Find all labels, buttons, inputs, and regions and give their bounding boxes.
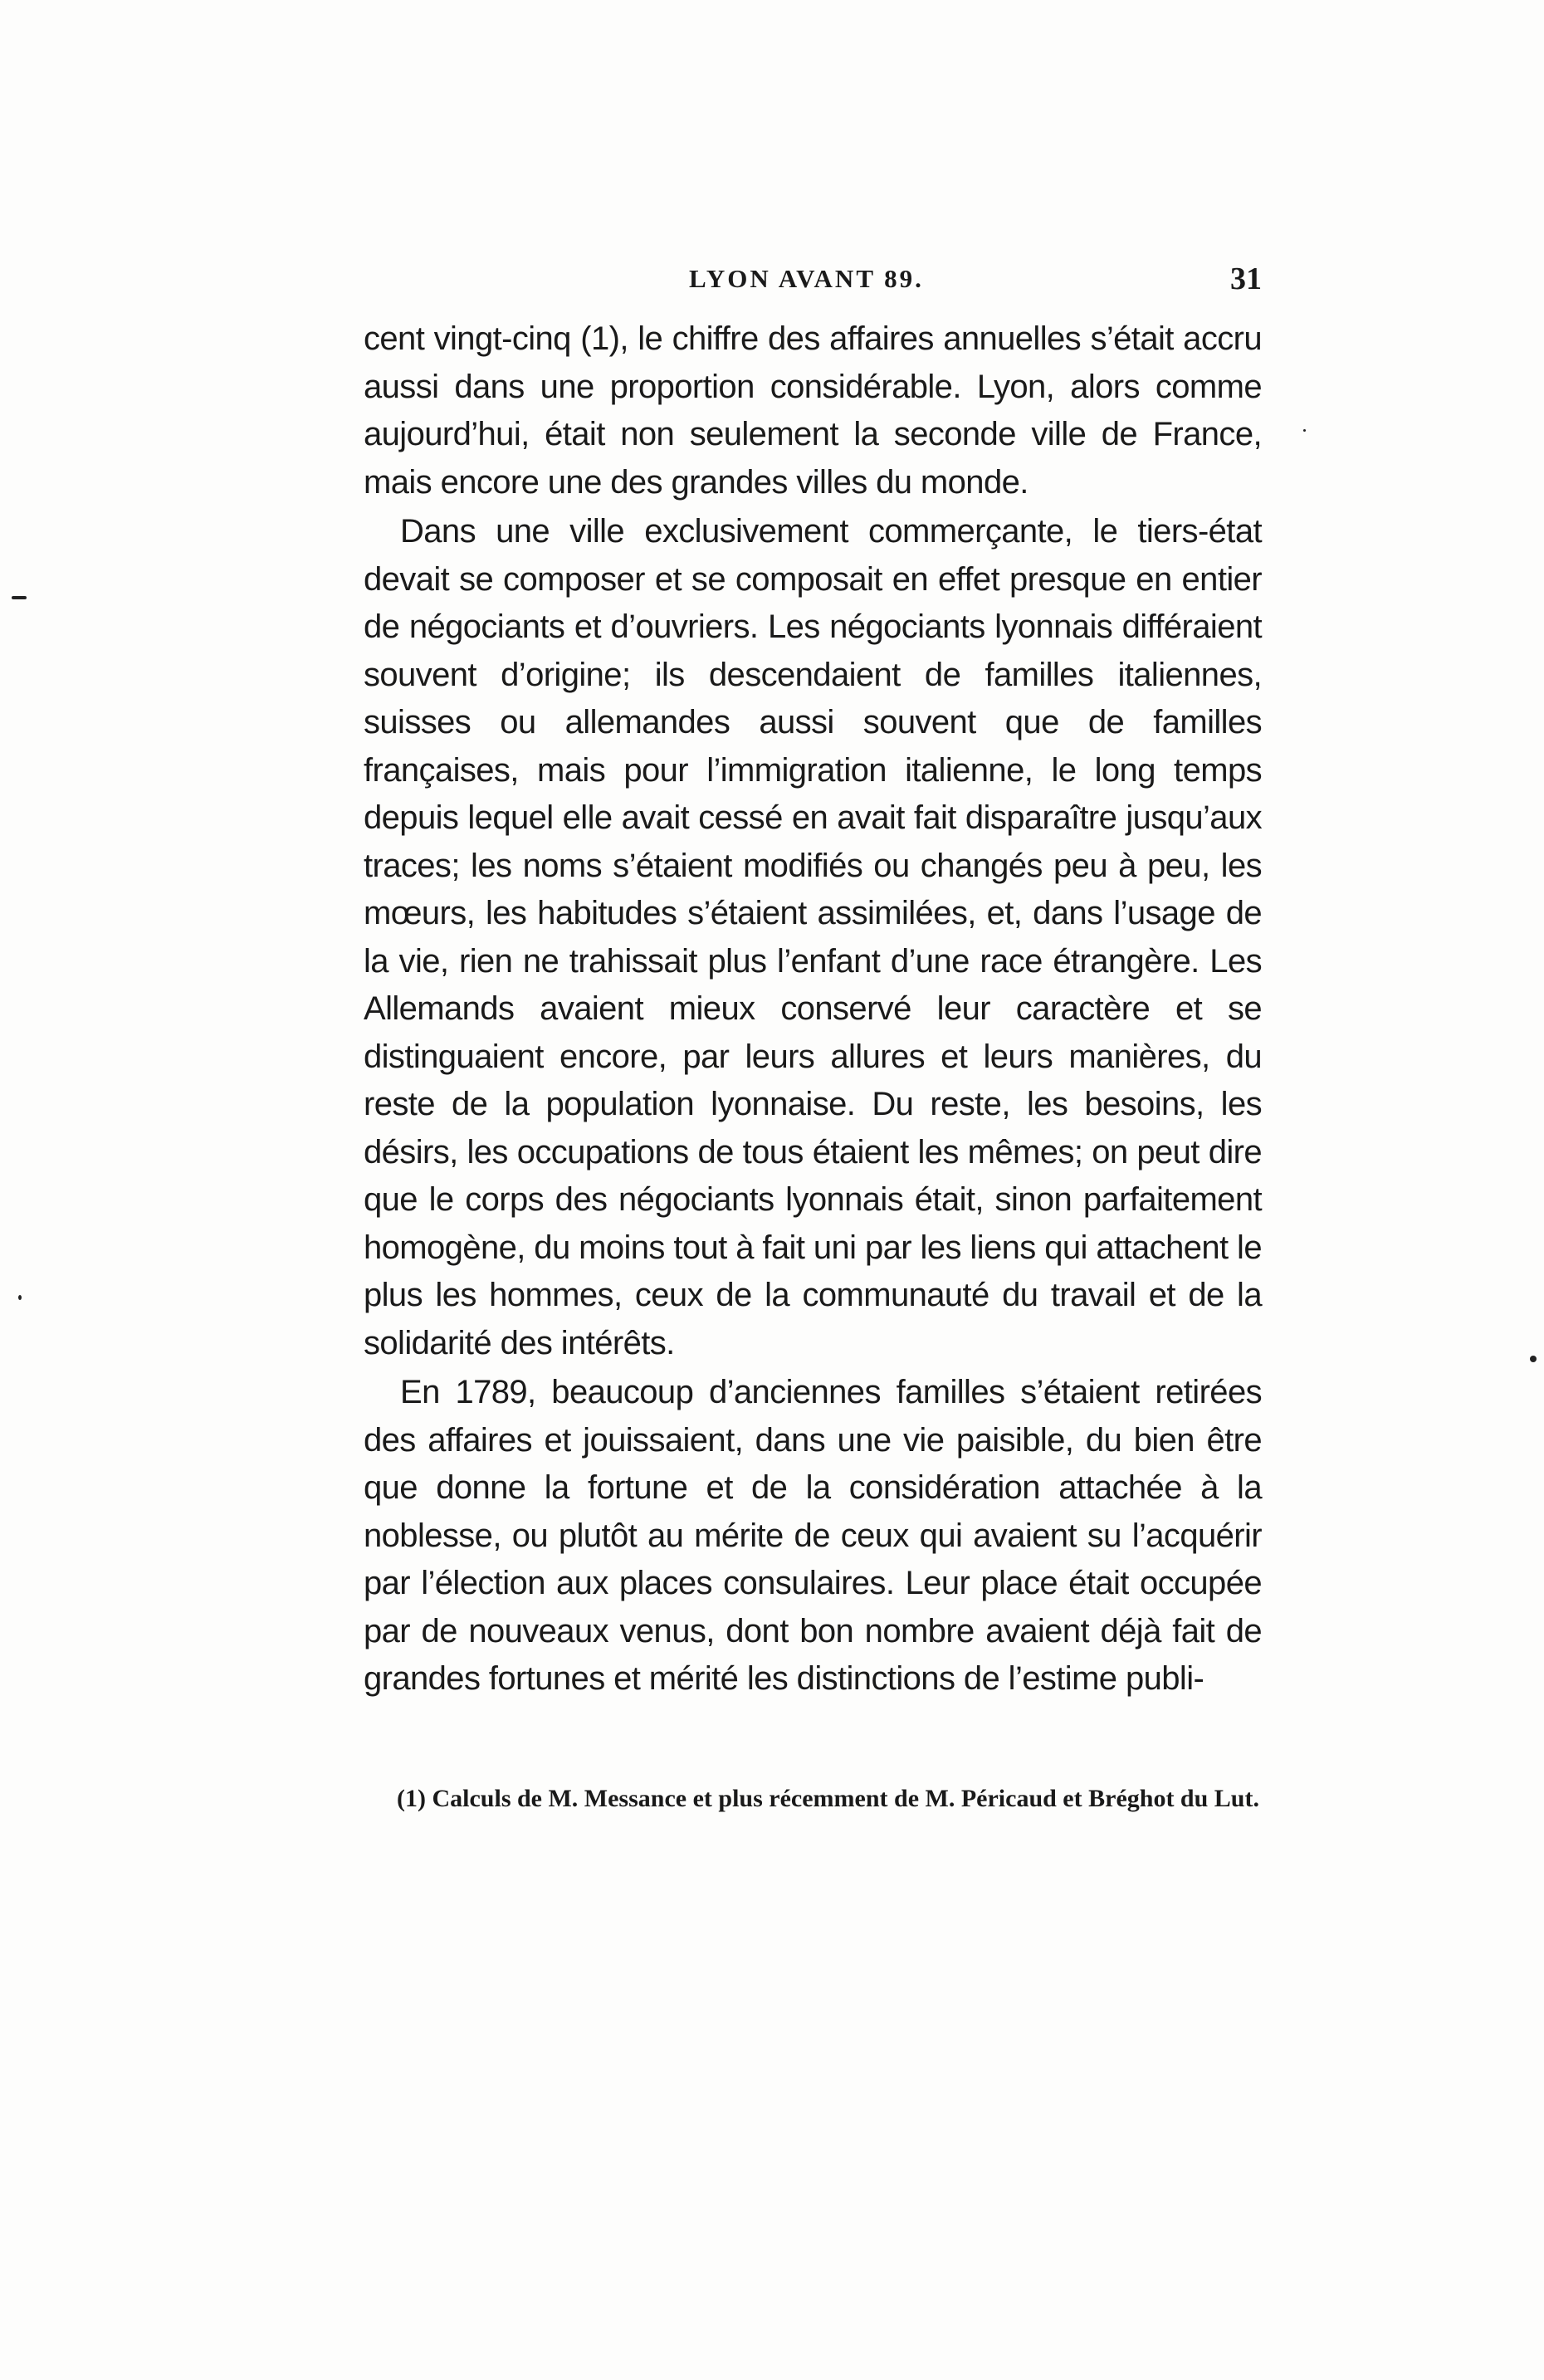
paragraph-2: Dans une ville exclusivement commerçante, le tiers-état devait se composer et se composait en effet presque en entier de négociants et d’ouvriers. Les négociants lyonnais différaient souvent d’origine; ils descendaient de familles italiennes, suisses ou allemandes aussi souvent que de familles françaises, mais pour l’immigration italienne, le long temps depuis lequel elle avait cessé en avait fait disparaître jusqu’aux traces; les noms s’étaient modifiés ou changés peu à peu, les mœurs, les habitudes s’étaient assimilées, et, dans l’usage de la vie, rien ne trahissait plus l’enfant d’une race étrangère. Les Allemands avaient mieux conservé leur caractère et se distinguaient encore, par leurs allures et leurs manières, du reste de la population lyonnaise. Du reste, les besoins, les désirs, les occupations de tous étaient les mêmes; on peut dire que le corps des négociants lyonnais était, sinon parfaitement homogène, du moins tout à fait uni par les liens qui attachent le plus les hommes, ceux de la communauté du travail et de la solidarité des intérêts. <box>364 513 1262 1361</box>
page-number: 31 <box>1230 261 1262 296</box>
paragraph-3: En 1789, beaucoup d’anciennes familles s’étaient retirées des affaires et jouissaient, dans une vie paisible, du bien être que donne la fortune et de la considération attachée à la noblesse, ou plutôt au mérite de ceux qui avaient su l’acquérir par l’élection aux places consulaires. Leur place était occupée par de nouveaux venus, dont bon nombre avaient déjà fait de grandes fortunes et mérité les distinctions de l’estime publi- <box>364 1374 1262 1697</box>
scan-speck <box>1530 1356 1537 1362</box>
running-head <box>359 261 1262 305</box>
body-text <box>364 315 1262 1705</box>
running-title: LYON AVANT 89. <box>689 264 924 293</box>
scan-speck <box>1303 429 1306 432</box>
scan-speck <box>12 596 27 599</box>
footnote-text: (1) Calculs de M. Messance et plus récemment de M. Péricaud et Bréghot du Lut. <box>397 1785 1259 1812</box>
footnote <box>364 1768 1260 1830</box>
paragraph-1: cent vingt-cinq (1), le chiffre des affaires annuelles s’était accru aussi dans une proportion considérable. Lyon, alors comme aujourd’hui, était non seulement la seconde ville de France, mais encore une des grandes villes du monde. <box>364 320 1262 501</box>
scan-speck <box>18 1295 22 1300</box>
